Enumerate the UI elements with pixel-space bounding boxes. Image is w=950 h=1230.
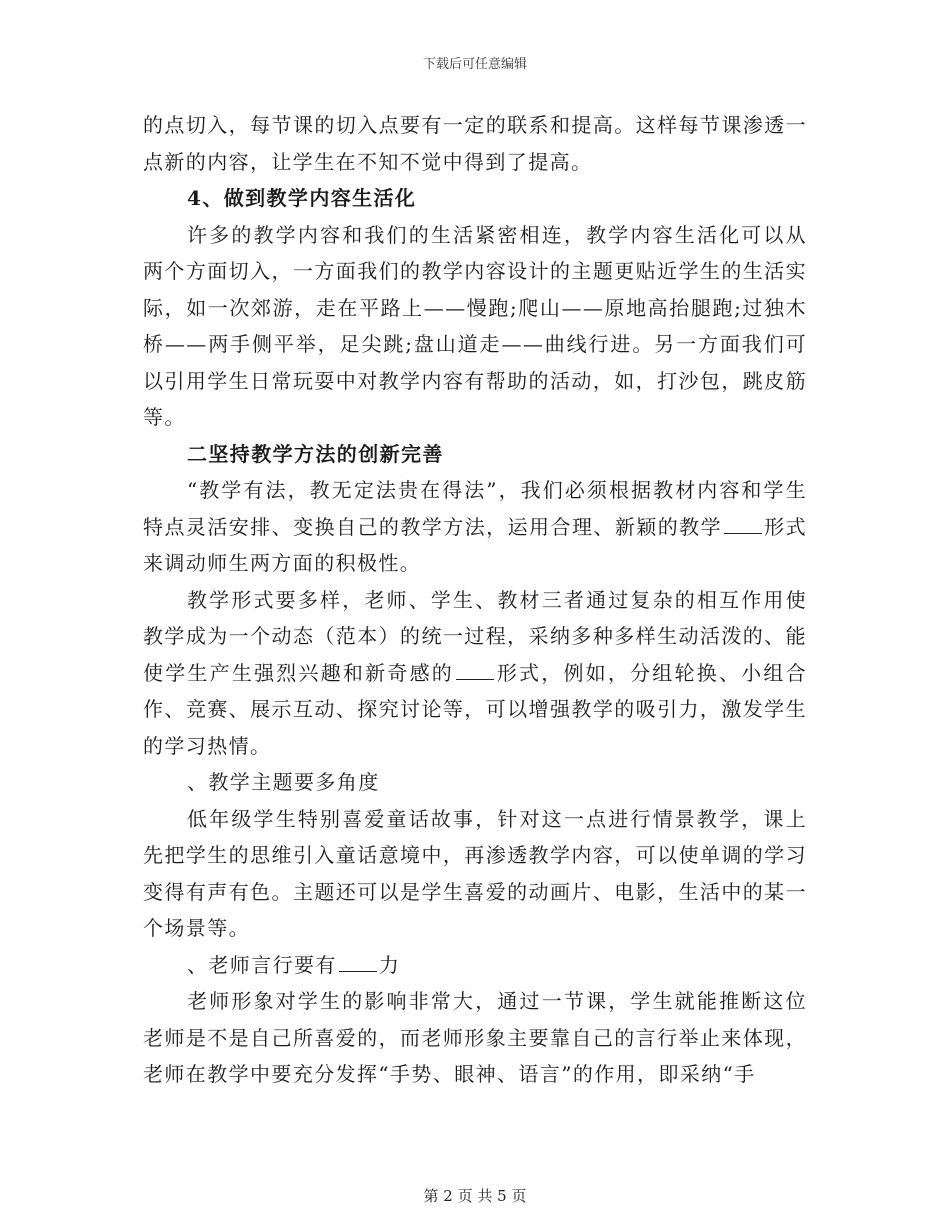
blank-underline xyxy=(339,953,377,972)
page-header: 下载后可任意编辑 xyxy=(422,57,527,72)
page-footer: 第 2 页 共 5 页 xyxy=(423,1187,527,1205)
paragraph-life-content: 许多的教学内容和我们的生活紧密相连，教学内容生活化可以从两个方面切入，一方面我们的教学内容设计的主题更贴近学生的生活实际，如一次郊游，走在平路上——慢跑;爬山——原地高抬腿跑;过独木桥——两手侧平举，足尖跳;盘山道走——曲线行进。另一方面我们可以引用学生日常玩耍中对教学内容有帮助的活动，如，打沙包，跳皮筋等。 xyxy=(143,222,807,429)
paragraph-text: 、老师言行要有 xyxy=(187,952,337,977)
paragraph-teacher-image: 老师形象对学生的影响非常大，通过一节课，学生就能推断这位老师是不是自己所喜爱的，而老师形象主要靠自己的言行举止来体现，老师在教学中要充分发挥“手势、眼神、语言”的作用，即采纳“手 xyxy=(143,989,807,1086)
section-heading-2: 二坚持教学方法的创新完善 xyxy=(187,441,444,466)
paragraph-continuation: 的点切入，每节课的切入点要有一定的联系和提高。这样每节课渗透一点新的内容，让学生在不知不觉中得到了提高。 xyxy=(143,113,807,174)
section-heading-4: 4、做到教学内容生活化 xyxy=(187,186,417,210)
blank-underline xyxy=(456,661,494,680)
document-body xyxy=(143,107,807,1093)
paragraph-fairy-tales: 低年级学生特别喜爱童话故事，针对这一点进行情景教学，课上先把学生的思维引入童话意境中，再渗透教学内容，可以使单调的学习变得有声有色。主题还可以是学生喜爱的动画片、电影，生活中的某一个场景等。 xyxy=(143,806,807,940)
paragraph-teaching-forms xyxy=(143,582,807,765)
paragraph-text: 教学形式要多样，老师、学生、教材三者通过复杂的相互作用使教学成为一个动态（范本）的统一过程，采纳多种多样生动活泼的、能使学生产生强烈兴趣和新奇感的 xyxy=(143,587,807,685)
paragraph-text: “教学有法，教无定法贵在得法”，我们必须根据教材内容和学生特点灵活安排、变换自己的教学方法，运用合理、新颖的教学 xyxy=(143,478,807,539)
paragraph-text: 形式来调动师生两方面的积极性。 xyxy=(143,514,807,575)
paragraph-text: 形式，例如，分组轮换、小组合作、竞赛、展示互动、探究讨论等，可以增强教学的吸引力，激发学生的学习热情。 xyxy=(143,660,807,758)
subheading-themes: 、教学主题要多角度 xyxy=(187,770,380,794)
paragraph-text: 力 xyxy=(378,952,401,977)
paragraph-teaching-method xyxy=(143,472,807,582)
subheading-teacher-conduct xyxy=(143,947,807,984)
blank-underline xyxy=(724,515,762,534)
